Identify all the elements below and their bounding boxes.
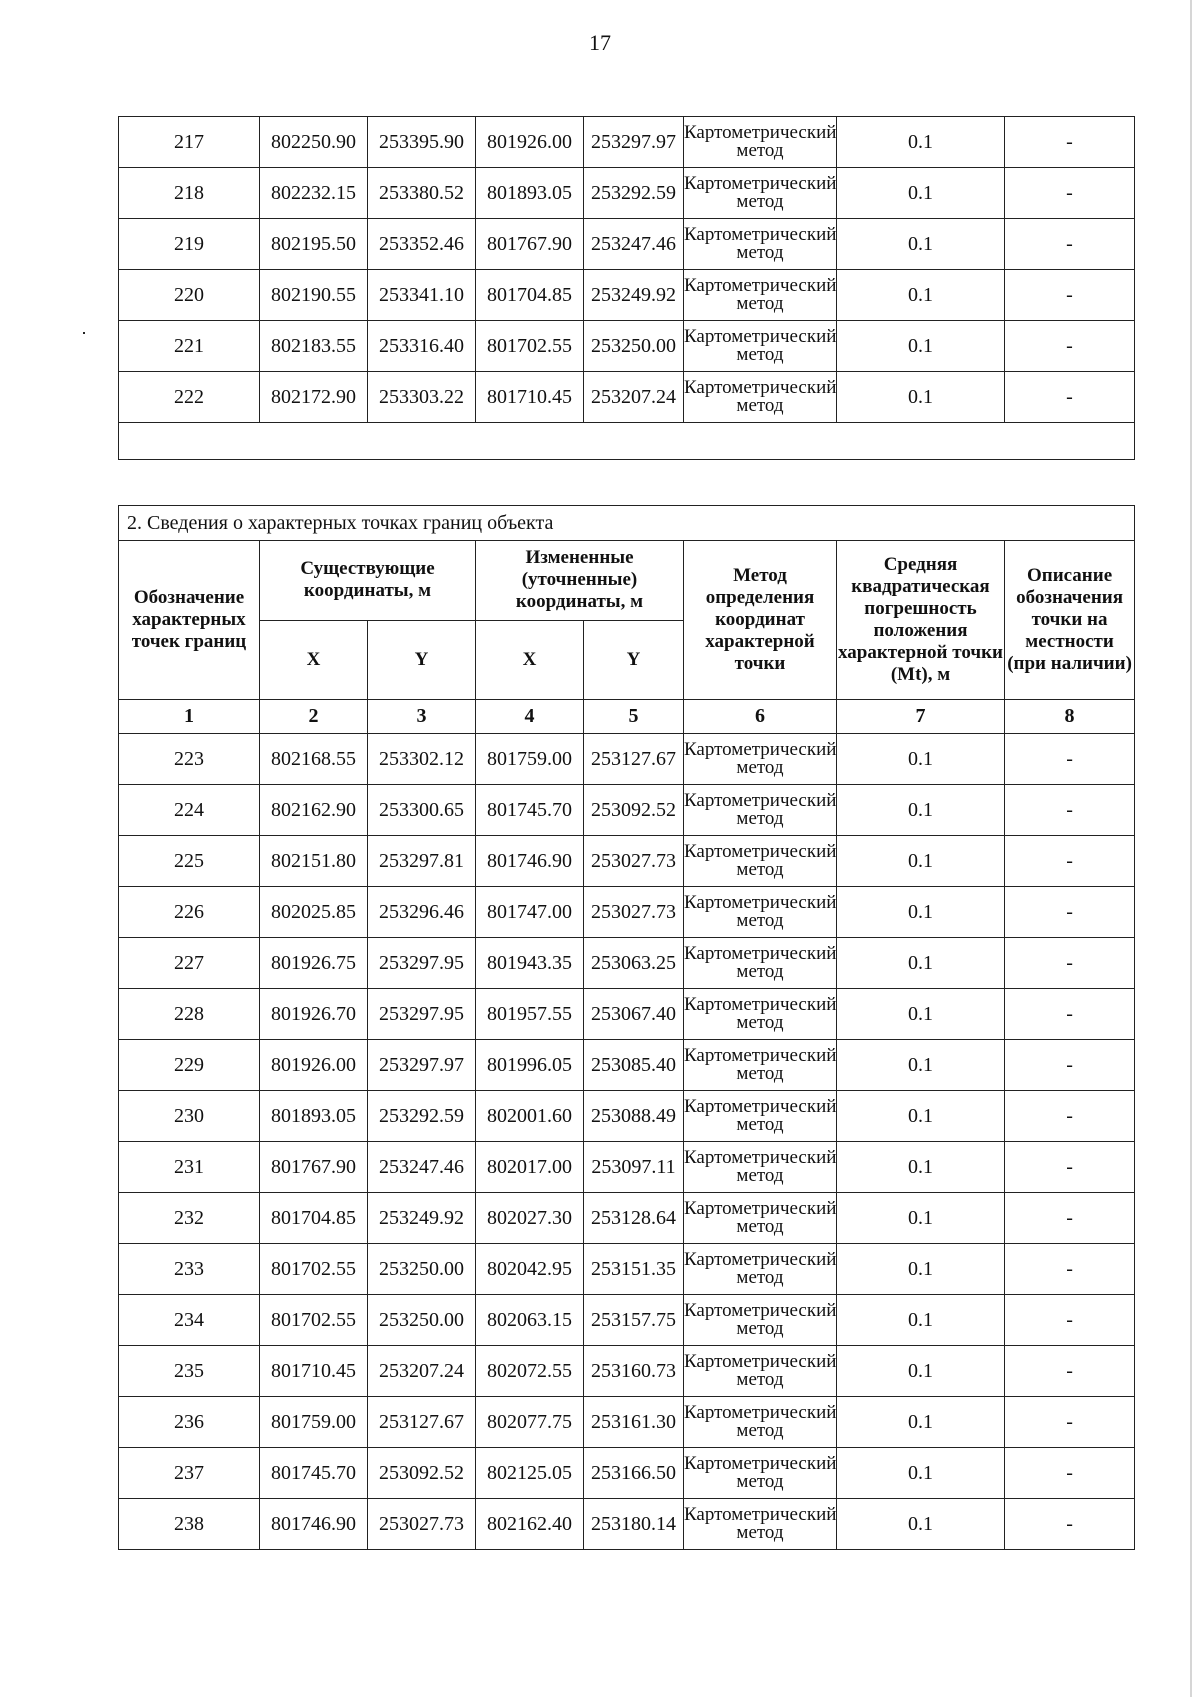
table-row: [119, 321, 1135, 372]
section-title: 2. Сведения о характерных точках границ объекта: [119, 506, 1135, 541]
changed-y-cell: 253085.40: [584, 1040, 684, 1091]
method-cell: Картометрический метод: [684, 734, 837, 785]
description-cell: -: [1005, 989, 1135, 1040]
method-cell: Картометрический метод: [684, 372, 837, 423]
method-cell: Картометрический метод: [684, 836, 837, 887]
header-row-1: [119, 541, 1135, 621]
changed-x-cell: 801704.85: [476, 270, 584, 321]
changed-y-cell: 253027.73: [584, 887, 684, 938]
existing-x-cell: 802172.90: [260, 372, 368, 423]
accuracy-cell: 0.1: [837, 1091, 1005, 1142]
header-existing-x: X: [260, 620, 368, 700]
column-number-row: [119, 700, 1135, 734]
existing-x-cell: 801759.00: [260, 1397, 368, 1448]
existing-x-cell: 802162.90: [260, 785, 368, 836]
description-cell: -: [1005, 938, 1135, 989]
table-row: [119, 168, 1135, 219]
method-cell: Картометрический метод: [684, 1295, 837, 1346]
section-title-row: [119, 506, 1135, 541]
changed-y-cell: 253180.14: [584, 1499, 684, 1550]
changed-x-cell: 802072.55: [476, 1346, 584, 1397]
method-cell: Картометрический метод: [684, 1346, 837, 1397]
table-body: [119, 117, 1135, 423]
changed-y-cell: 253249.92: [584, 270, 684, 321]
existing-x-cell: 801702.55: [260, 1244, 368, 1295]
changed-y-cell: 253166.50: [584, 1448, 684, 1499]
empty-cell: [119, 423, 1135, 460]
changed-x-cell: 801957.55: [476, 989, 584, 1040]
point-number-cell: 219: [119, 219, 260, 270]
existing-y-cell: 253207.24: [368, 1346, 476, 1397]
accuracy-cell: 0.1: [837, 1142, 1005, 1193]
description-cell: -: [1005, 117, 1135, 168]
description-cell: -: [1005, 1142, 1135, 1193]
header-method: Метод определения координат характерной точки: [684, 541, 837, 700]
accuracy-cell: 0.1: [837, 321, 1005, 372]
point-number-cell: 231: [119, 1142, 260, 1193]
accuracy-cell: 0.1: [837, 1244, 1005, 1295]
table-row: [119, 1346, 1135, 1397]
changed-x-cell: 801996.05: [476, 1040, 584, 1091]
point-number-cell: 218: [119, 168, 260, 219]
existing-x-cell: 802168.55: [260, 734, 368, 785]
table-row: [119, 1040, 1135, 1091]
description-cell: -: [1005, 168, 1135, 219]
header-existing-y: Y: [368, 620, 476, 700]
existing-x-cell: 801926.70: [260, 989, 368, 1040]
changed-x-cell: 801702.55: [476, 321, 584, 372]
table-row: [119, 1091, 1135, 1142]
table-row: [119, 1244, 1135, 1295]
table-row: [119, 1142, 1135, 1193]
description-cell: -: [1005, 785, 1135, 836]
description-cell: -: [1005, 1040, 1135, 1091]
accuracy-cell: 0.1: [837, 117, 1005, 168]
accuracy-cell: 0.1: [837, 372, 1005, 423]
changed-x-cell: 802001.60: [476, 1091, 584, 1142]
description-cell: -: [1005, 372, 1135, 423]
method-cell: Картометрический метод: [684, 1142, 837, 1193]
existing-x-cell: 801746.90: [260, 1499, 368, 1550]
changed-y-cell: 253297.97: [584, 117, 684, 168]
changed-y-cell: 253247.46: [584, 219, 684, 270]
point-number-cell: 217: [119, 117, 260, 168]
point-number-cell: 229: [119, 1040, 260, 1091]
existing-x-cell: 802151.80: [260, 836, 368, 887]
table-row: [119, 372, 1135, 423]
header-existing-coordinates: Существующие координаты, м: [260, 541, 476, 621]
point-number-cell: 234: [119, 1295, 260, 1346]
existing-y-cell: 253250.00: [368, 1244, 476, 1295]
changed-x-cell: 801710.45: [476, 372, 584, 423]
point-number-cell: 223: [119, 734, 260, 785]
accuracy-cell: 0.1: [837, 1499, 1005, 1550]
table-row: [119, 836, 1135, 887]
table-row: [119, 219, 1135, 270]
column-number: 6: [684, 700, 837, 734]
page-number: 17: [589, 30, 611, 55]
accuracy-cell: 0.1: [837, 270, 1005, 321]
existing-x-cell: 802183.55: [260, 321, 368, 372]
description-cell: -: [1005, 734, 1135, 785]
method-cell: Картометрический метод: [684, 1040, 837, 1091]
point-number-cell: 235: [119, 1346, 260, 1397]
method-cell: Картометрический метод: [684, 785, 837, 836]
table-row: [119, 1499, 1135, 1550]
table-row: [119, 1448, 1135, 1499]
point-number-cell: 233: [119, 1244, 260, 1295]
accuracy-cell: 0.1: [837, 836, 1005, 887]
changed-x-cell: 801943.35: [476, 938, 584, 989]
accuracy-cell: 0.1: [837, 989, 1005, 1040]
existing-y-cell: 253303.22: [368, 372, 476, 423]
method-cell: Картометрический метод: [684, 938, 837, 989]
method-cell: Картометрический метод: [684, 887, 837, 938]
changed-y-cell: 253207.24: [584, 372, 684, 423]
method-cell: Картометрический метод: [684, 1397, 837, 1448]
point-number-cell: 238: [119, 1499, 260, 1550]
changed-x-cell: 802017.00: [476, 1142, 584, 1193]
existing-x-cell: 801926.75: [260, 938, 368, 989]
table-row: [119, 734, 1135, 785]
existing-y-cell: 253249.92: [368, 1193, 476, 1244]
column-number: 7: [837, 700, 1005, 734]
point-number-cell: 228: [119, 989, 260, 1040]
existing-x-cell: 801745.70: [260, 1448, 368, 1499]
description-cell: -: [1005, 1193, 1135, 1244]
changed-x-cell: 801767.90: [476, 219, 584, 270]
changed-y-cell: 253250.00: [584, 321, 684, 372]
existing-y-cell: 253300.65: [368, 785, 476, 836]
table-row: [119, 1295, 1135, 1346]
header-changed-x: X: [476, 620, 584, 700]
coordinates-table-continued: [118, 116, 1135, 460]
accuracy-cell: 0.1: [837, 734, 1005, 785]
changed-x-cell: 802125.05: [476, 1448, 584, 1499]
existing-y-cell: 253250.00: [368, 1295, 476, 1346]
method-cell: Картометрический метод: [684, 1244, 837, 1295]
changed-y-cell: 253088.49: [584, 1091, 684, 1142]
method-cell: Картометрический метод: [684, 219, 837, 270]
description-cell: -: [1005, 1448, 1135, 1499]
column-number: 5: [584, 700, 684, 734]
changed-y-cell: 253027.73: [584, 836, 684, 887]
changed-y-cell: 253097.11: [584, 1142, 684, 1193]
changed-y-cell: 253063.25: [584, 938, 684, 989]
existing-y-cell: 253316.40: [368, 321, 476, 372]
method-cell: Картометрический метод: [684, 117, 837, 168]
point-number-cell: 225: [119, 836, 260, 887]
changed-x-cell: 802027.30: [476, 1193, 584, 1244]
description-cell: -: [1005, 219, 1135, 270]
header-description: Описание обозначения точки на местности (при наличии): [1005, 541, 1135, 700]
accuracy-cell: 0.1: [837, 168, 1005, 219]
table-row: [119, 1193, 1135, 1244]
existing-x-cell: 802195.50: [260, 219, 368, 270]
table-body: [119, 734, 1135, 1550]
point-number-cell: 222: [119, 372, 260, 423]
method-cell: Картометрический метод: [684, 1448, 837, 1499]
table-row: [119, 887, 1135, 938]
existing-y-cell: 253092.52: [368, 1448, 476, 1499]
existing-y-cell: 253297.95: [368, 938, 476, 989]
boundary-points-table: [118, 505, 1135, 1550]
existing-x-cell: 801767.90: [260, 1142, 368, 1193]
existing-y-cell: 253352.46: [368, 219, 476, 270]
changed-x-cell: 801745.70: [476, 785, 584, 836]
accuracy-cell: 0.1: [837, 1295, 1005, 1346]
table-row: [119, 1397, 1135, 1448]
empty-row: [119, 423, 1135, 460]
existing-y-cell: 253380.52: [368, 168, 476, 219]
existing-x-cell: 801702.55: [260, 1295, 368, 1346]
point-number-cell: 220: [119, 270, 260, 321]
method-cell: Картометрический метод: [684, 989, 837, 1040]
point-number-cell: 227: [119, 938, 260, 989]
point-number-cell: 236: [119, 1397, 260, 1448]
existing-y-cell: 253296.46: [368, 887, 476, 938]
existing-y-cell: 253247.46: [368, 1142, 476, 1193]
accuracy-cell: 0.1: [837, 887, 1005, 938]
description-cell: -: [1005, 1295, 1135, 1346]
changed-y-cell: 253160.73: [584, 1346, 684, 1397]
method-cell: Картометрический метод: [684, 1091, 837, 1142]
header-changed-coordinates: Измененные (уточненные) координаты, м: [476, 541, 684, 621]
column-number: 1: [119, 700, 260, 734]
existing-x-cell: 801710.45: [260, 1346, 368, 1397]
existing-x-cell: 801926.00: [260, 1040, 368, 1091]
description-cell: -: [1005, 1244, 1135, 1295]
description-cell: -: [1005, 836, 1135, 887]
changed-y-cell: 253157.75: [584, 1295, 684, 1346]
changed-y-cell: 253128.64: [584, 1193, 684, 1244]
description-cell: -: [1005, 321, 1135, 372]
changed-x-cell: 802042.95: [476, 1244, 584, 1295]
column-number: 8: [1005, 700, 1135, 734]
table-row: [119, 117, 1135, 168]
method-cell: Картометрический метод: [684, 1193, 837, 1244]
accuracy-cell: 0.1: [837, 1397, 1005, 1448]
changed-x-cell: 802077.75: [476, 1397, 584, 1448]
existing-y-cell: 253302.12: [368, 734, 476, 785]
changed-y-cell: 253127.67: [584, 734, 684, 785]
changed-x-cell: 801747.00: [476, 887, 584, 938]
changed-x-cell: 801759.00: [476, 734, 584, 785]
table-row: [119, 270, 1135, 321]
changed-x-cell: 801746.90: [476, 836, 584, 887]
changed-y-cell: 253292.59: [584, 168, 684, 219]
point-number-cell: 226: [119, 887, 260, 938]
point-number-cell: 232: [119, 1193, 260, 1244]
scan-dot: [83, 332, 85, 334]
page-edge: [1190, 0, 1192, 1697]
existing-y-cell: 253395.90: [368, 117, 476, 168]
accuracy-cell: 0.1: [837, 1193, 1005, 1244]
description-cell: -: [1005, 887, 1135, 938]
method-cell: Картометрический метод: [684, 270, 837, 321]
existing-x-cell: 802025.85: [260, 887, 368, 938]
accuracy-cell: 0.1: [837, 1448, 1005, 1499]
column-number: 2: [260, 700, 368, 734]
column-number: 3: [368, 700, 476, 734]
method-cell: Картометрический метод: [684, 1499, 837, 1550]
existing-y-cell: 253027.73: [368, 1499, 476, 1550]
changed-y-cell: 253092.52: [584, 785, 684, 836]
accuracy-cell: 0.1: [837, 785, 1005, 836]
changed-x-cell: 802162.40: [476, 1499, 584, 1550]
point-number-cell: 221: [119, 321, 260, 372]
description-cell: -: [1005, 270, 1135, 321]
table-row: [119, 938, 1135, 989]
changed-y-cell: 253161.30: [584, 1397, 684, 1448]
existing-x-cell: 801704.85: [260, 1193, 368, 1244]
existing-y-cell: 253297.95: [368, 989, 476, 1040]
accuracy-cell: 0.1: [837, 1040, 1005, 1091]
method-cell: Картометрический метод: [684, 168, 837, 219]
existing-x-cell: 802190.55: [260, 270, 368, 321]
description-cell: -: [1005, 1397, 1135, 1448]
accuracy-cell: 0.1: [837, 219, 1005, 270]
column-number: 4: [476, 700, 584, 734]
existing-x-cell: 802232.15: [260, 168, 368, 219]
existing-y-cell: 253297.97: [368, 1040, 476, 1091]
changed-y-cell: 253151.35: [584, 1244, 684, 1295]
changed-x-cell: 801893.05: [476, 168, 584, 219]
changed-x-cell: 801926.00: [476, 117, 584, 168]
table-row: [119, 785, 1135, 836]
changed-y-cell: 253067.40: [584, 989, 684, 1040]
existing-x-cell: 802250.90: [260, 117, 368, 168]
existing-y-cell: 253297.81: [368, 836, 476, 887]
existing-x-cell: 801893.05: [260, 1091, 368, 1142]
existing-y-cell: 253127.67: [368, 1397, 476, 1448]
header-accuracy: Средняя квадратическая погрешность положения характерной точки (Mt), м: [837, 541, 1005, 700]
accuracy-cell: 0.1: [837, 1346, 1005, 1397]
method-cell: Картометрический метод: [684, 321, 837, 372]
point-number-cell: 237: [119, 1448, 260, 1499]
existing-y-cell: 253292.59: [368, 1091, 476, 1142]
header-changed-y: Y: [584, 620, 684, 700]
header-designation: Обозначение характерных точек границ: [119, 541, 260, 700]
point-number-cell: 224: [119, 785, 260, 836]
existing-y-cell: 253341.10: [368, 270, 476, 321]
table-row: [119, 989, 1135, 1040]
description-cell: -: [1005, 1091, 1135, 1142]
changed-x-cell: 802063.15: [476, 1295, 584, 1346]
point-number-cell: 230: [119, 1091, 260, 1142]
description-cell: -: [1005, 1346, 1135, 1397]
description-cell: -: [1005, 1499, 1135, 1550]
accuracy-cell: 0.1: [837, 938, 1005, 989]
